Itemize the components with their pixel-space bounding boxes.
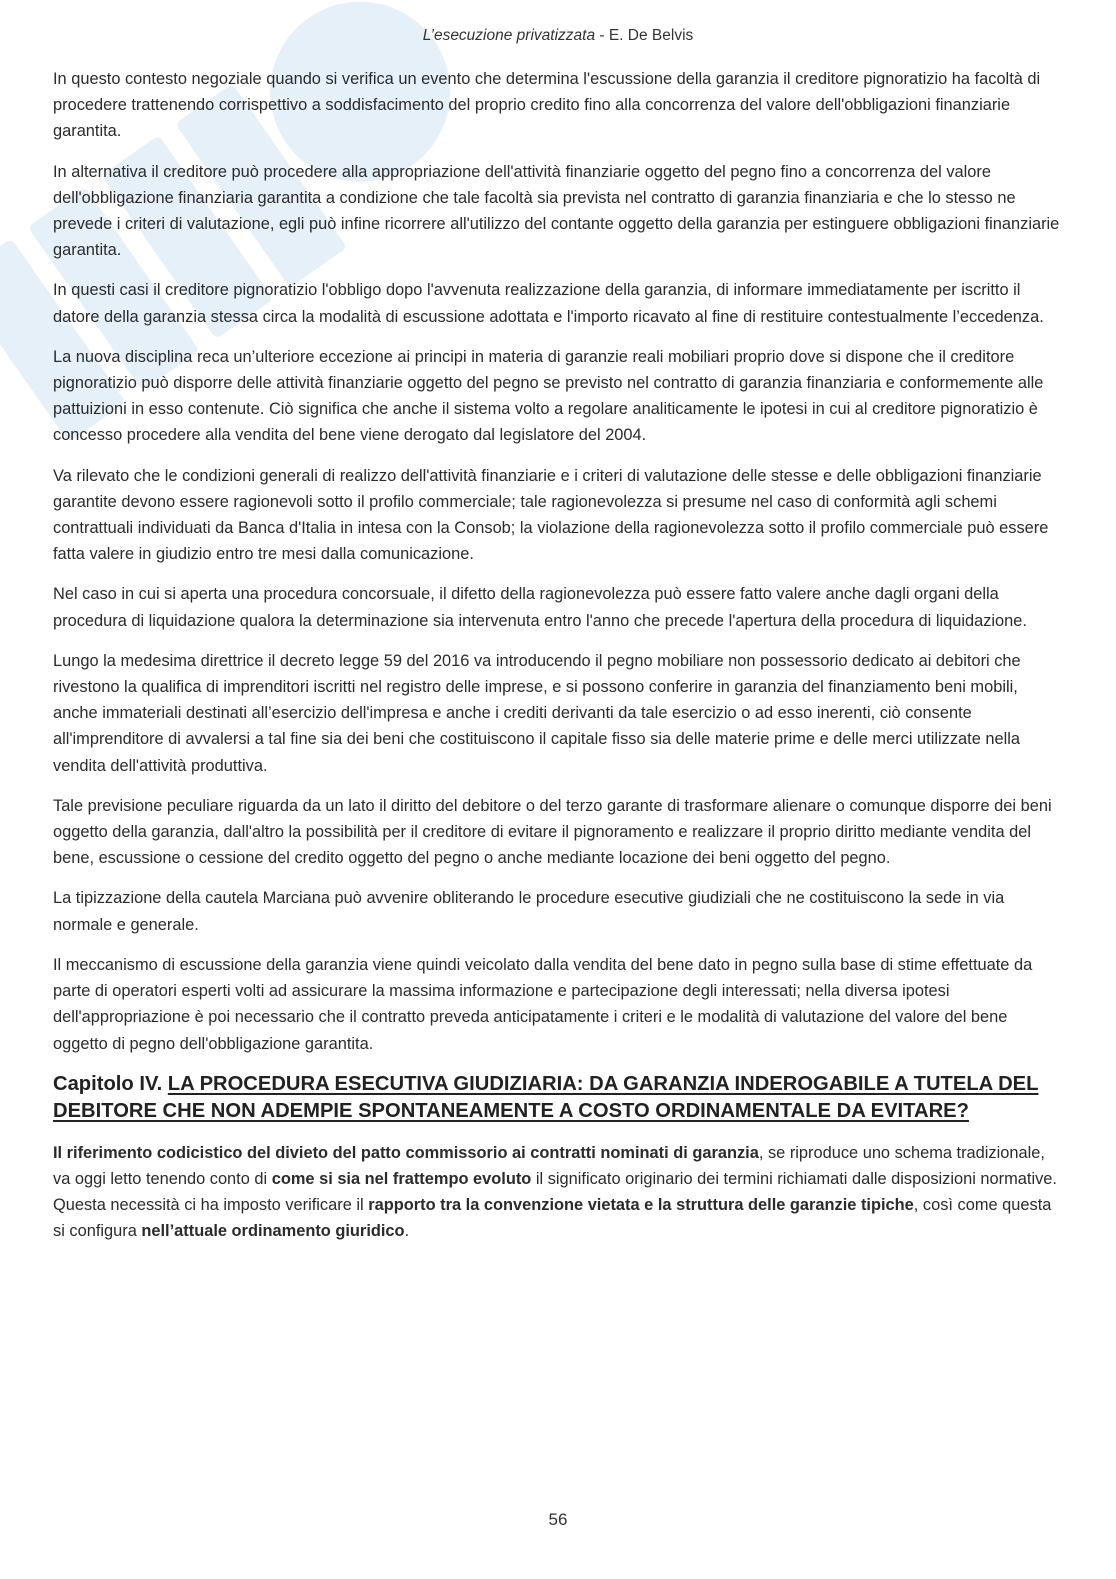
chapter-title: LA PROCEDURA ESECUTIVA GIUDIZIARIA: DA GARANZIA INDEROGABILE A TUTELA DEL DEBITORE CHE NON ADEMPIE SPONTANEAMENTE A COSTO ORDINAMENTALE DA EVITARE? (53, 1072, 1039, 1123)
paragraph: Il meccanismo di escussione della garanzia viene quindi veicolato dalla vendita del bene dato in pegno sulla base di stime effettuate da parte di operatori esperti volti ad assicurare la massima informazione e partecipazione degli interessati; nella diversa ipotesi dell'appropriazione è poi necessario che il contratto preveda anticipatamente i criteri e le modalità di valutazione del valore del bene oggetto di pegno dell'obbligazione garantita. (53, 955, 1033, 1053)
paragraph: In questi casi il creditore pignoratizio l'obbligo dopo l'avvenuta realizzazione della garanzia, di informare immediatamente per iscritto il datore della garanzia stessa circa la modalità di escussione adottata e l'importo ricavato al fine di restituire contestualmente l’eccedenza. (53, 281, 1044, 326)
paragraph: La tipizzazione della cautela Marciana può avvenire obliterando le procedure esecutive giudiziali che ne costituiscono la sede in via normale e generale. (53, 889, 1005, 934)
chapter-heading (53, 1071, 1065, 1126)
chapter-label: Capitolo IV. (53, 1072, 163, 1095)
text-run: il significato originario dei termini richiamati dalle disposizioni normative. Questa necessità ci ha imposto verificare il (53, 1169, 1057, 1215)
text-run: , se riproduce uno schema tradizionale, va oggi letto tenendo conto di (53, 1143, 1045, 1188)
paragraph: In questo contesto negoziale quando si verifica un evento che determina l'escussione della garanzia il creditore pignoratizio ha facoltà di procedere trattenendo corrispettivo a soddisfacimento del proprio credito fino alla concorrenza del valore dell'obbligazioni finanziarie garantita. (53, 70, 1041, 141)
bold-phrase: Il riferimento codicistico del divieto del patto commissorio ai contratti nominati di garanzia (53, 1143, 759, 1162)
text-run: . (404, 1222, 410, 1241)
paragraph: Lungo la medesima direttrice il decreto legge 59 del 2016 va introducendo il pegno mobiliare non possessorio dedicato ai debitori che rivestono la qualifica di imprenditori iscritti nel registro delle imprese, e si possono conferire in garanzia del finanziamento beni mobili, anche immateriali destinati all’esercizio dell'impresa e anche i crediti derivanti da tale esercizio o ad esso inerenti, ciò consente all'imprenditore di avvalersi a tal fine sia dei beni che costituiscono il capitale fisso sia delle materie prime e delle merci utilizzate nella vendita dell'attività produttiva. (53, 651, 1021, 775)
paragraph: Va rilevato che le condizioni generali di realizzo dell'attività finanziarie e i criteri di valutazione delle stesse e delle obbligazioni finanziarie garantite devono essere ragionevoli sotto il profilo commerciale; tale ragionevolezza si presume nel caso di conformità agli schemi contrattuali individuati da Banca d'Italia in intesa con la Consob; la violazione della ragionevolezza sotto il profilo commerciale può essere fatta valere in giudizio entro tre mesi dalla comunicazione. (53, 466, 1049, 564)
page-number: 56 (548, 1510, 568, 1529)
bold-phrase: rapporto tra la convenzione vietata e la struttura delle garanzie tipiche (368, 1196, 914, 1215)
page-content (53, 66, 1065, 1259)
bold-phrase: come si sia nel frattempo evoluto (271, 1169, 532, 1188)
paragraph: Nel caso in cui si aperta una procedura concorsuale, il difetto della ragionevolezza può essere fatto valere anche dagli organi della procedura di liquidazione qualora la determinazione sia intervenuta entro l'anno che precede l'apertura della procedura di liquidazione. (53, 585, 1027, 630)
page-header (0, 27, 1116, 45)
chapter-intro-paragraph (53, 1140, 1065, 1245)
bold-phrase: nell’attuale ordinamento giuridico (141, 1222, 405, 1241)
header-separator: - (595, 27, 609, 44)
paragraph: In alternativa il creditore può procedere alla appropriazione dell'attività finanziarie oggetto del pegno fino a concorrenza del valore dell'obbligazione finanziaria garantita a condizione che tale facoltà sia prevista nel contratto di garanzia finanziaria e che lo stesso ne prevede i criteri di valutazione, egli può infine ricorrere all'utilizzo del contante oggetto della garanzia per estinguere obbligazioni finanziarie garantita. (53, 162, 1060, 260)
text-run: , così come questa si configura (53, 1196, 1052, 1241)
paragraph: La nuova disciplina reca un’ulteriore eccezione ai principi in materia di garanzie reali mobiliari proprio dove si dispone che il creditore pignoratizio può disporre delle attività finanziarie oggetto del pegno se previsto nel contratto di garanzia finanziaria e conformemente alle pattuizioni in esso contenute. Ciò significa che anche il sistema volto a regolare analiticamente le ipotesi in cui al creditore pignoratizio è concesso procedere alla vendita del bene viene derogato dal legislatore del 2004. (53, 347, 1044, 445)
document-author: E. De Belvis (608, 27, 694, 44)
document-title: L’esecuzione privatizzata (422, 27, 596, 44)
paragraph: Tale previsione peculiare riguarda da un lato il diritto del debitore o del terzo garante di trasformare alienare o comunque disporre dei beni oggetto della garanzia, dall'altro la possibilità per il creditore di evitare il pignoramento e realizzare il proprio diritto mediante vendita del bene, escussione o cessione del credito oggetto del pegno o anche mediante locazione dei beni oggetto del pegno. (53, 796, 1052, 868)
